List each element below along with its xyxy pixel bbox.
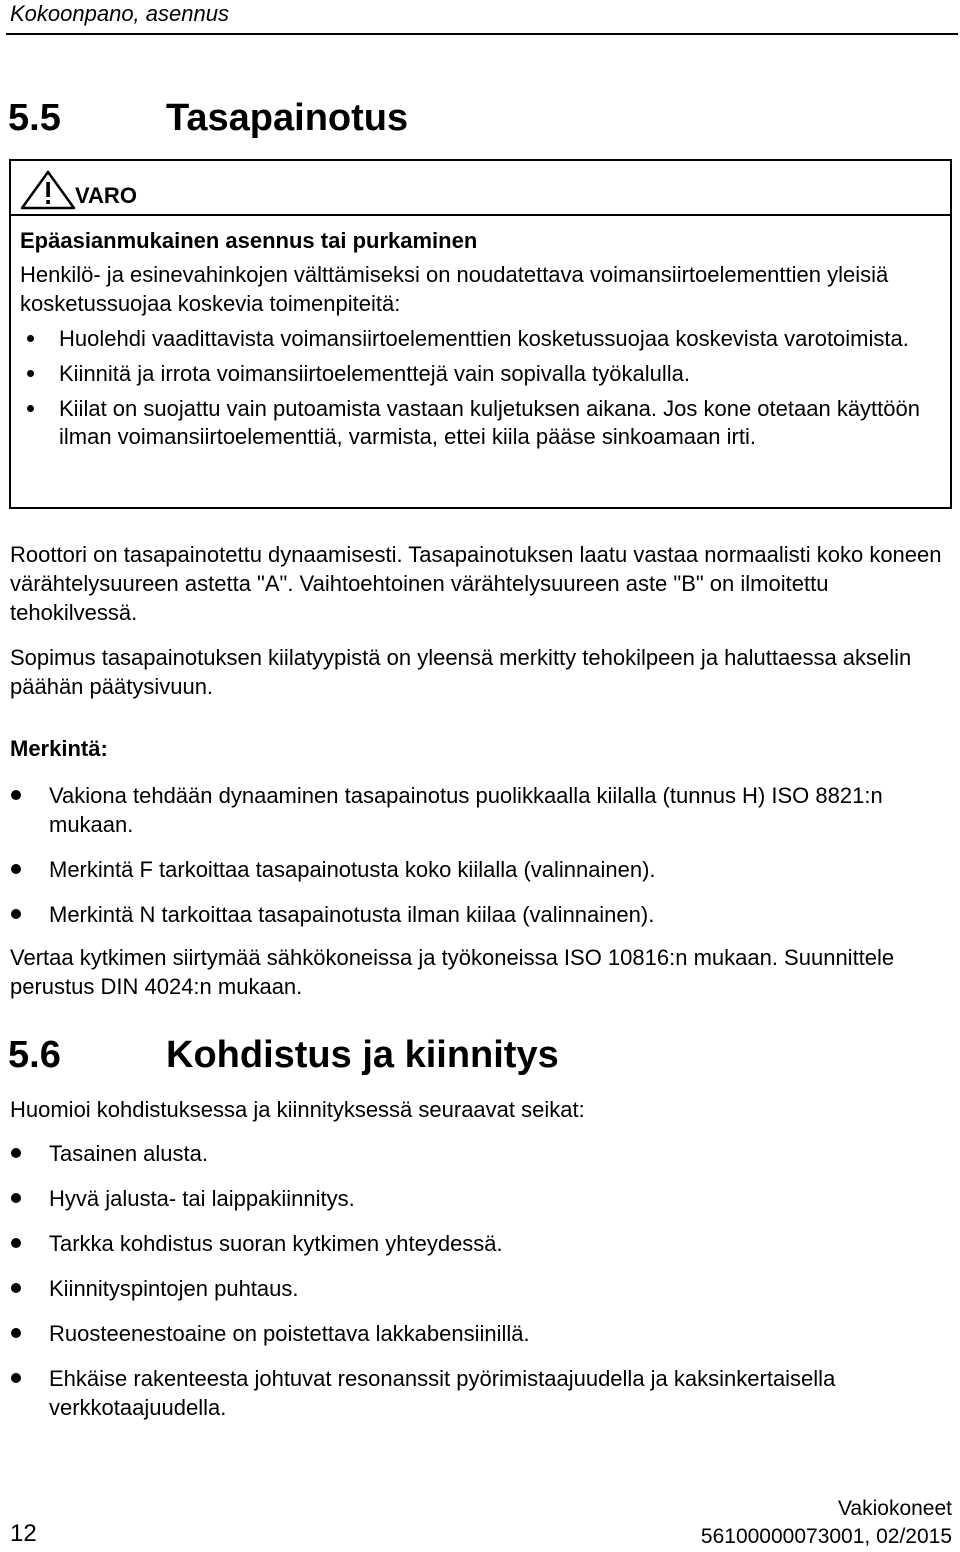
list-item: Merkintä N tarkoittaa tasapainotusta ilman kiilaa (valinnainen). [0, 900, 950, 929]
section-title: Kohdistus ja kiinnitys [166, 1034, 559, 1076]
warning-triangle-icon [20, 170, 76, 210]
footer-product: Vakiokoneet [837, 1497, 952, 1520]
section-intro: Huomioi kohdistuksessa ja kiinnityksessä seuraavat seikat: [10, 1097, 585, 1122]
warning-label: VARO [75, 183, 137, 208]
list-item: Kiinnityspintojen puhtaus. [0, 1274, 950, 1303]
warning-header [11, 161, 950, 216]
list-item: Ehkäise rakenteesta johtuvat resonanssit pyörimistaajuudella ja kaksinkertaisella verkkotaajuudella. [0, 1364, 950, 1422]
note-list [0, 781, 950, 929]
running-header: Kokoonpano, asennus [10, 1, 229, 26]
alignment-list [0, 1139, 950, 1422]
warning-intro: Henkilö- ja esinevahinkojen välttämiseksi on noudatettava voimansiirtoelementtien yleisiä kosketussuojaa koskevia toimenpiteitä: [20, 262, 889, 316]
list-item: Kiinnitä ja irrota voimansiirtoelementtejä vain sopivalla työkalulla. [11, 360, 941, 388]
list-item: Vakiona tehdään dynaaminen tasapainotus puolikkaalla kiilalla (tunnus H) ISO 8821:n mukaan. [0, 781, 950, 839]
agreement-paragraph: Sopimus tasapainotuksen kiilatyypistä on yleensä merkitty tehokilpeen ja haluttaessa akselin päähän päätysivuun. [10, 645, 912, 699]
section-heading-5-5 [8, 96, 408, 140]
warning-list [11, 325, 941, 458]
warning-title: Epäasianmukainen asennus tai purkaminen [20, 228, 478, 253]
header-rule [6, 33, 958, 35]
list-item: Tasainen alusta. [0, 1139, 950, 1168]
warning-box [9, 159, 952, 509]
list-item: Kiilat on suojattu vain putoamista vastaan kuljetuksen aikana. Jos kone otetaan käyttöön ilman voimansiirtoelementtiä, varmista, ettei kiila pääse sinkoamaan irti. [11, 395, 941, 451]
list-item: Huolehdi vaadittavista voimansiirtoelementtien kosketussuojaa koskevista varotoimista. [11, 325, 941, 353]
list-item: Hyvä jalusta- tai laippakiinnitys. [0, 1184, 950, 1213]
list-item: Merkintä F tarkoittaa tasapainotusta koko kiilalla (valinnainen). [0, 855, 950, 884]
footer-doc-id: 56100000073001, 02/2015 [700, 1525, 952, 1548]
rotor-paragraph: Roottori on tasapainotettu dynaamisesti. Tasapainotuksen laatu vastaa normaalisti koko koneen värähtelysuureen astetta "A". Vaihtoehtoinen värähtelysuureen aste "B" on ilmoitettu tehokilvessä. [10, 542, 942, 625]
footer-info [701, 1495, 952, 1551]
section-number: 5.5 [8, 97, 61, 139]
page-number: 12 [10, 1520, 37, 1547]
section-title: Tasapainotus [166, 97, 409, 139]
section-number: 5.6 [8, 1034, 61, 1076]
list-item: Tarkka kohdistus suoran kytkimen yhteydessä. [0, 1229, 950, 1258]
list-item: Ruosteenestoaine on poistettava lakkabensiinillä. [0, 1319, 950, 1348]
compare-paragraph: Vertaa kytkimen siirtymää sähkökoneissa ja työkoneissa ISO 10816:n mukaan. Suunnittele perustus DIN 4024:n mukaan. [10, 945, 895, 999]
note-label: Merkintä: [10, 736, 108, 761]
section-heading-5-6 [8, 1033, 559, 1077]
